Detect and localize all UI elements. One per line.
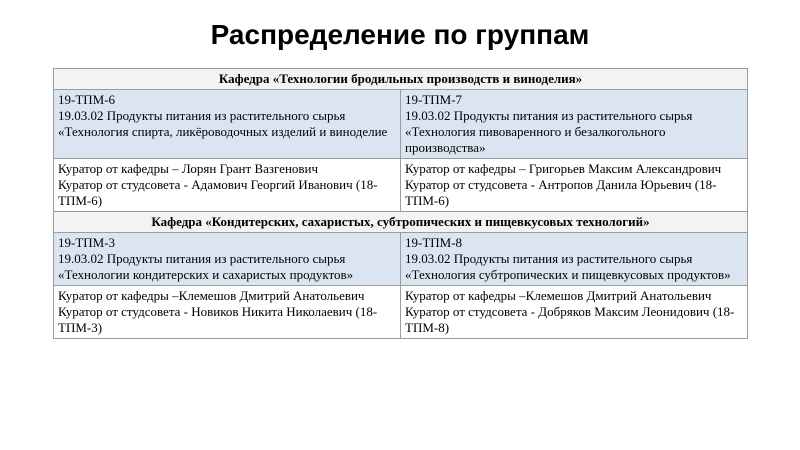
curator-cell [54,159,401,212]
department-name: Кафедра «Кондитерских, сахаристых, субтропических и пищевкусовых технологий» [54,212,748,233]
curator-student-council: Куратор от студсовета - Добряков Максим Леонидович (18-ТПМ-8) [405,304,735,335]
group-program: 19.03.02 Продукты питания из растительного сырья [58,251,346,266]
department-name: Кафедра «Технологии бродильных производств и виноделия» [54,69,748,90]
curator-student-council: Куратор от студсовета - Адамович Георгий Иванович (18-ТПМ-6) [58,177,378,208]
group-code: 19-ТПМ-3 [58,235,116,250]
curator-row [54,286,748,339]
group-program: 19.03.02 Продукты питания из растительного сырья [405,251,693,266]
group-code: 19-ТПМ-6 [58,92,116,107]
page-title: Распределение по группам [210,19,590,50]
group-profile: «Технология спирта, ликёроводочных изделий и виноделие [58,124,388,139]
group-info-row [54,90,748,159]
groups-table [53,68,748,339]
curator-department: Куратор от кафедры – Григорьев Максим Александрович [405,161,722,176]
curator-cell [54,286,401,339]
curator-department: Куратор от кафедры –Клемешов Дмитрий Анатольевич [405,288,712,303]
group-code: 19-ТПМ-7 [405,92,463,107]
curator-cell [401,286,748,339]
group-profile: «Технологии кондитерских и сахаристых продуктов» [58,267,354,282]
curator-department: Куратор от кафедры – Лорян Грант Вазгенович [58,161,319,176]
group-cell [401,90,748,159]
group-program: 19.03.02 Продукты питания из растительного сырья [405,108,693,123]
department-header-row [54,212,748,233]
group-profile: «Технология субтропических и пищевкусовых продуктов» [405,267,731,282]
curator-student-council: Куратор от студсовета - Антропов Данила Юрьевич (18-ТПМ-6) [405,177,717,208]
group-info-row [54,233,748,286]
group-code: 19-ТПМ-8 [405,235,463,250]
group-program: 19.03.02 Продукты питания из растительного сырья [58,108,346,123]
group-cell [54,233,401,286]
group-profile: «Технология пивоваренного и безалкогольного производства» [405,124,666,155]
curator-department: Куратор от кафедры –Клемешов Дмитрий Анатольевич [58,288,365,303]
group-cell [401,233,748,286]
curator-cell [401,159,748,212]
curator-row [54,159,748,212]
curator-student-council: Куратор от студсовета - Новиков Никита Николаевич (18-ТПМ-3) [58,304,378,335]
department-header-row [54,69,748,90]
group-cell [54,90,401,159]
